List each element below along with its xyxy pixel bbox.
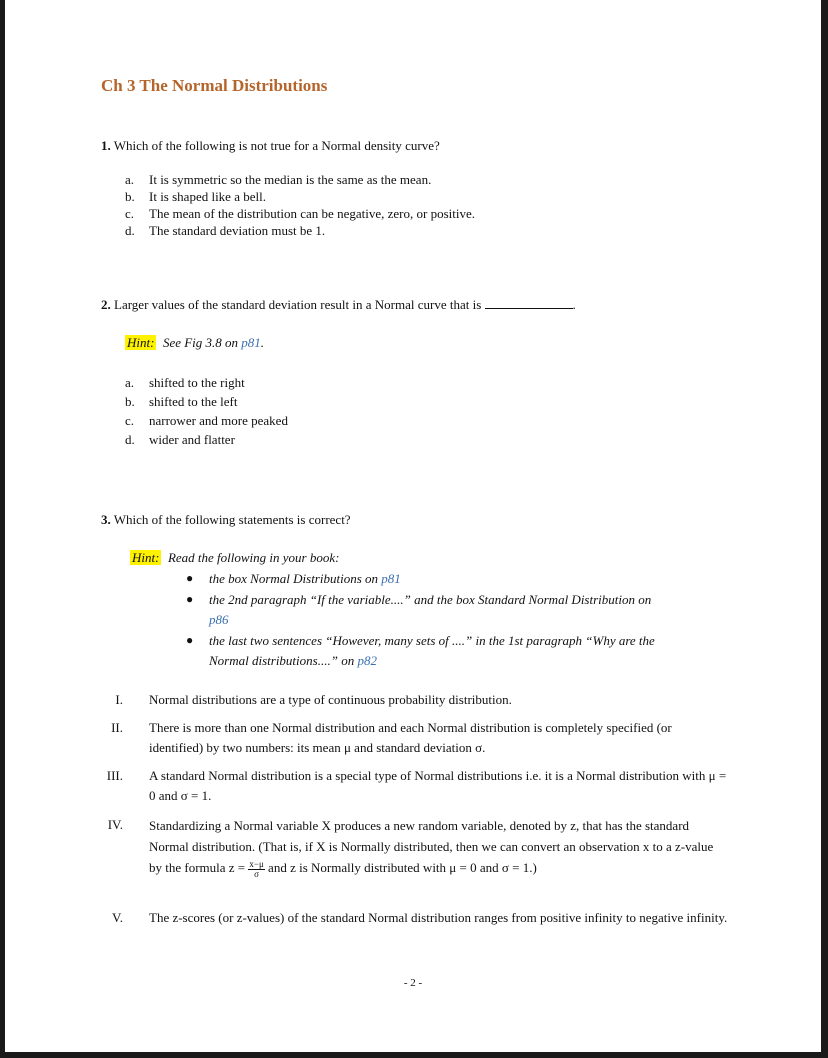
statement-1: Normal distributions are a type of continuous probability distribution. (149, 692, 512, 707)
question-1 (101, 138, 440, 154)
bullet-text: the box Normal Distributions on (209, 571, 379, 586)
question-1-text: Which of the following is not true for a Normal density curve? (113, 138, 440, 153)
option-letter: b. (125, 189, 135, 204)
statement-2: There is more than one Normal distribution and each Normal distribution is completely specified (or identified) by two numbers: its mean μ and standard deviation σ. (149, 720, 672, 755)
hint-text: Read the following in your book: (167, 550, 340, 565)
statement-2-number: II. (111, 720, 123, 735)
hint-bullet-2 (186, 592, 652, 608)
option-text: wider and flatter (149, 432, 235, 447)
option-letter: a. (125, 172, 135, 187)
page-number: - 2 - (403, 977, 423, 989)
option-text: It is shaped like a bell. (149, 189, 266, 204)
option-text: The standard deviation must be 1. (149, 223, 326, 238)
q1-option-d (125, 223, 325, 239)
option-letter: a. (125, 375, 135, 390)
q1-option-a (125, 172, 431, 188)
statement-4 (149, 815, 729, 879)
statement-3: A standard Normal distribution is a special type of Normal distributions i.e. it is a Normal distribution with μ = 0 and σ = 1. (149, 768, 727, 803)
option-text: shifted to the left (149, 394, 238, 409)
q2-hint (125, 335, 264, 351)
bullet-link-p82[interactable]: p82 (357, 653, 377, 668)
q1-option-c (125, 206, 475, 222)
q2-option-c (125, 413, 288, 429)
statement-4-text: Standardizing a Normal variable X produces a new random variable, denoted by z, that has the standard Normal distribution. (That is, if X is Normally distributed, then we can convert an observation x to a z-value by the formula z = (149, 818, 714, 875)
bullet-text: Normal distributions....” on (209, 653, 355, 668)
bullet-icon: ● (186, 633, 194, 647)
q2-option-d (125, 432, 235, 448)
chapter-title: Ch 3 The Normal Distributions (101, 76, 328, 95)
question-2 (101, 297, 576, 313)
fraction-numerator: x−μ (249, 858, 264, 869)
hint-label: Hint: (132, 550, 160, 565)
option-text: shifted to the right (149, 375, 245, 390)
statement-5: The z-scores (or z-values) of the standard Normal distribution ranges from positive infinity to negative infinity. (149, 910, 728, 925)
option-letter: c. (125, 206, 135, 221)
question-1-number: 1. (101, 138, 111, 153)
q1-option-b (125, 189, 266, 205)
option-text: The mean of the distribution can be negative, zero, or positive. (149, 206, 475, 221)
option-letter: d. (125, 223, 135, 238)
bullet-link-p86[interactable]: p86 (209, 612, 229, 627)
question-2-text: Larger values of the standard deviation result in a Normal curve that is (114, 297, 482, 312)
statement-4-text-end: and z is Normally distributed with μ = 0 and σ = 1.) (264, 860, 537, 875)
hint-text: See Fig 3.8 on (162, 335, 239, 350)
option-letter: d. (125, 432, 135, 447)
option-text: narrower and more peaked (149, 413, 288, 428)
bullet-text: the 2nd paragraph “If the variable....” and the box Standard Normal Distribution on (209, 592, 652, 607)
statement-5-number: V. (112, 910, 123, 925)
question-3 (101, 512, 351, 528)
hint-link-p81[interactable]: p81 (241, 335, 261, 350)
bullet-icon: ● (186, 571, 194, 585)
question-3-number: 3. (101, 512, 111, 527)
hint-bullet-2-cont (209, 612, 229, 628)
bullet-icon: ● (186, 592, 194, 606)
option-letter: b. (125, 394, 135, 409)
question-2-number: 2. (101, 297, 111, 312)
bullet-link-p81[interactable]: p81 (381, 571, 401, 586)
fraction-denominator: σ (254, 868, 260, 879)
answer-blank (485, 298, 573, 309)
q3-hint (130, 550, 339, 566)
q2-option-a (125, 375, 245, 391)
option-letter: c. (125, 413, 135, 428)
question-2-period: . (572, 297, 576, 312)
hint-bullet-1 (186, 571, 401, 587)
hint-bullet-3-cont (209, 653, 377, 669)
document-page (5, 0, 821, 1052)
question-3-text: Which of the following statements is correct? (113, 512, 351, 527)
bullet-text: the last two sentences “However, many sets of ....” in the 1st paragraph “Why are the (209, 633, 655, 648)
statement-1-number: I. (115, 692, 123, 707)
q2-option-b (125, 394, 237, 410)
option-text: It is symmetric so the median is the same as the mean. (149, 172, 432, 187)
statement-3-number: III. (106, 768, 123, 783)
hint-end: . (260, 335, 265, 350)
hint-bullet-3 (186, 633, 655, 649)
z-formula-fraction (248, 860, 264, 879)
hint-label: Hint: (127, 335, 155, 350)
statement-4-number: IV. (107, 817, 123, 832)
